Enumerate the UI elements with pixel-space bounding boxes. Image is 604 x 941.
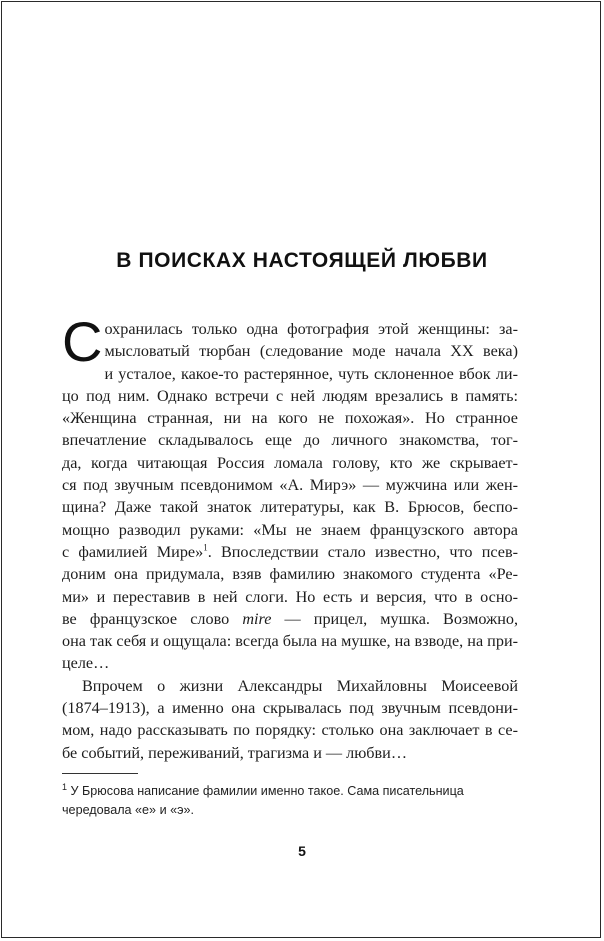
text-line: охранилась только одна фотография этой женщины: за- (104, 320, 518, 338)
footnote-line (62, 782, 518, 801)
footnote-text: У Брюсова написание фамилии именно такое. Сама писательница (67, 784, 464, 798)
text-line: целе… (62, 654, 110, 673)
text-line: ся под звучным псевдонимом «А. Мирэ» — мужчина или жен- (62, 476, 518, 495)
text-line: (1874–1913), а именно она скрывалась под звучным псевдони- (62, 699, 518, 718)
text-line: да, когда читающая Россия ломала голову, кто же скрывает- (62, 453, 518, 472)
footnote-marker: 1 (62, 781, 68, 792)
chapter-title: В ПОИСКАХ НАСТОЯЩЕЙ ЛЮБВИ (116, 249, 488, 272)
text-line: мысловатый тюрбан (следование моде начала XX века) (104, 342, 518, 361)
footnote (62, 782, 518, 820)
footnote-line: чередовала «е» и «э». (62, 803, 195, 817)
text-line: впечатление складывалось еще до личного знакомства, тог- (62, 431, 518, 450)
text-segment: с фамилией Мире» (62, 542, 204, 561)
page-number: 5 (298, 843, 306, 859)
text-line: ми» и переставив в ней слоги. Но есть и версия, что в осно- (62, 587, 518, 606)
text-line: бе событий, переживаний, трагизма и — любви… (62, 743, 408, 762)
text-line: цо под ним. Однако встречи с ней людям врезались в память: (62, 386, 518, 405)
italic-word: mire (242, 609, 272, 628)
text-line: доним она придумала, взяв фамилию знакомого студента «Ре- (62, 565, 518, 584)
text-line (62, 541, 518, 563)
text-segment: ве французское слово (62, 609, 243, 628)
footnote-ref: 1 (203, 542, 208, 553)
text-line: Впрочем о жизни Александры Михайловны Моисеевой (82, 676, 518, 695)
text-segment: . Впоследствии стало известно, что псев- (207, 542, 518, 561)
text-segment: — прицел, мушка. Возможно, (271, 609, 519, 628)
text-line: мощно разводил руками: «Мы не знаем французского автора (62, 520, 518, 539)
text-line (62, 608, 518, 630)
body-text (62, 310, 519, 764)
text-line: и усталое, какое-то растерянное, чуть склоненное вбок ли- (104, 364, 518, 383)
footnote-rule (62, 773, 138, 774)
text-line: щина? Даже такой знаток литературы, как В. Брюсов, беспо- (62, 498, 518, 517)
text-line: она так себя и ощущала: всегда была на мушке, на взводе, на при- (62, 632, 518, 651)
drop-cap: С (62, 310, 103, 373)
text-line: «Женщина странная, ни на кого не похожая». Но странное (62, 409, 518, 428)
text-line: мом, надо рассказывать по порядку: столько она заключает в се- (62, 721, 518, 740)
